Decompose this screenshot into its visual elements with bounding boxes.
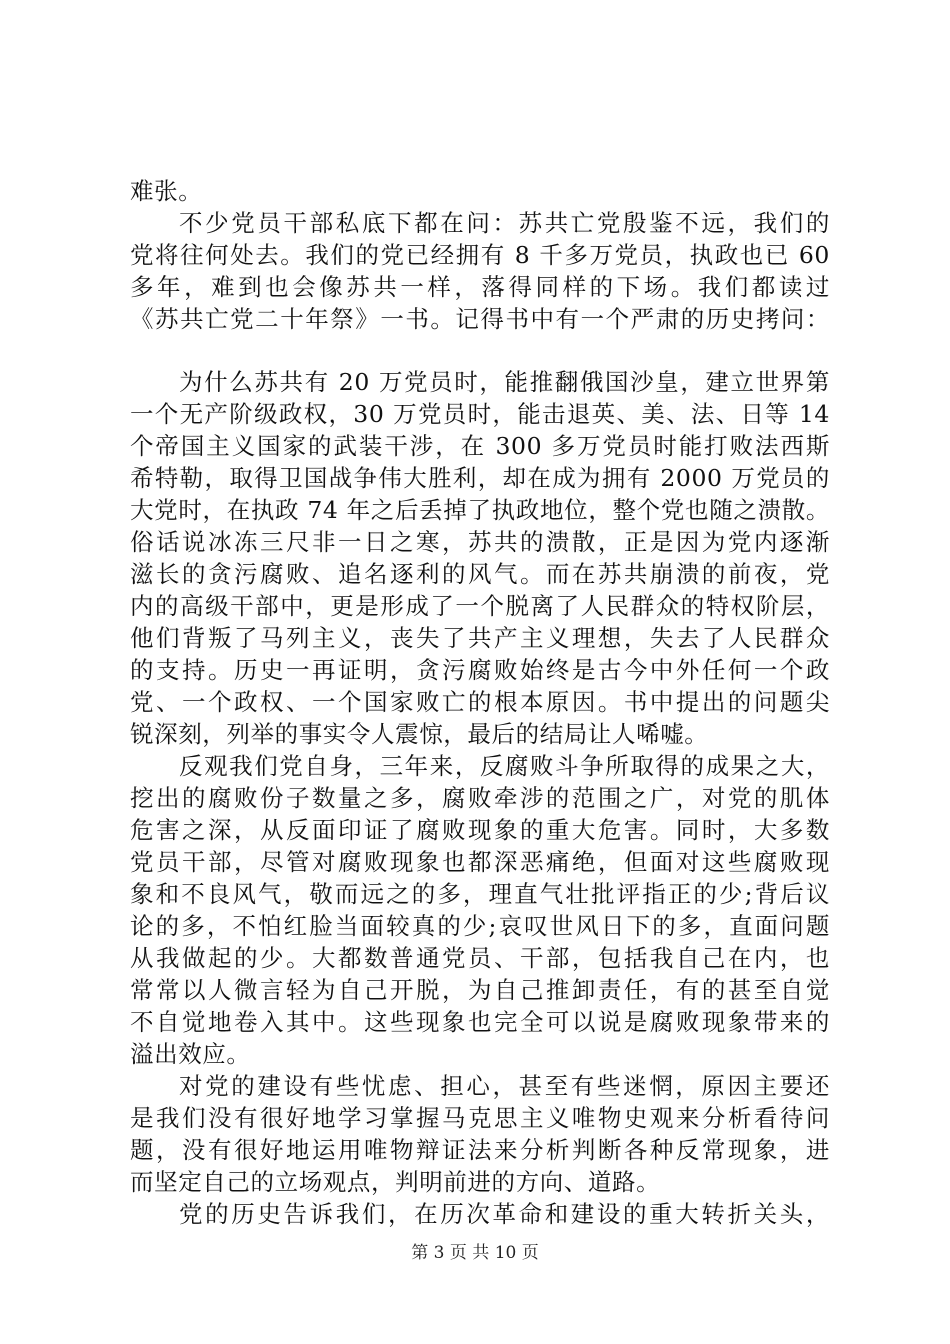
text-line: 希特勒，取得卫国战争伟大胜利，却在成为拥有 2000 万党员的 (130, 464, 830, 492)
text-line: 《苏共亡党二十年祭》一书。记得书中有一个严肃的历史拷问： (130, 305, 830, 333)
text-line: 象和不良风气，敬而远之的多，理直气壮批评指正的少;背后议 (130, 880, 830, 908)
paragraph-start-line: 为什么苏共有 20 万党员时，能推翻俄国沙皇，建立世界第 (179, 368, 830, 396)
text-line: 论的多，不怕红脸当面较真的少;哀叹世风日下的多，直面问题 (130, 912, 830, 940)
text-line: 而坚定自己的立场观点，判明前进的方向、道路。 (130, 1168, 661, 1196)
text-line: 难张。 (130, 177, 203, 205)
text-line: 的支持。历史一再证明，贪污腐败始终是古今中外任何一个政 (130, 656, 830, 684)
text-line: 挖出的腐败份子数量之多，腐败牵涉的范围之广，对党的肌体 (130, 784, 830, 812)
text-line: 内的高级干部中，更是形成了一个脱离了人民群众的特权阶层， (130, 592, 830, 620)
text-line: 党员干部，尽管对腐败现象也都深恶痛绝，但面对这些腐败现 (130, 848, 830, 876)
paragraph-start-line: 反观我们党自身，三年来，反腐败斗争所取得的成果之大， (179, 752, 830, 780)
text-line: 不自觉地卷入其中。这些现象也完全可以说是腐败现象带来的 (130, 1008, 830, 1036)
text-line: 滋长的贪污腐败、追名逐利的风气。而在苏共崩溃的前夜，党 (130, 560, 830, 588)
text-line: 党将往何处去。我们的党已经拥有 8 千多万党员，执政也已 60 (130, 241, 830, 269)
page-number-footer: 第 3 页 共 10 页 (411, 1243, 539, 1263)
paragraph-start-line: 对党的建设有些忧虑、担心，甚至有些迷惘，原因主要还 (179, 1072, 830, 1100)
text-line: 个帝国主义国家的武装干涉，在 300 多万党员时能打败法西斯 (130, 432, 830, 460)
text-line: 锐深刻，列举的事实令人震惊，最后的结局让人唏嘘。 (130, 720, 709, 748)
paragraph-start-line: 党的历史告诉我们，在历次革命和建设的重大转折关头， (179, 1200, 830, 1228)
text-line: 党、一个政权、一个国家败亡的根本原因。书中提出的问题尖 (130, 688, 830, 716)
text-line: 大党时，在执政 74 年之后丢掉了执政地位，整个党也随之溃散。 (130, 496, 830, 524)
text-line: 多年，难到也会像苏共一样，落得同样的下场。我们都读过 (130, 273, 830, 301)
text-line: 从我做起的少。大都数普通党员、干部，包括我自己在内，也 (130, 944, 830, 972)
text-line: 是我们没有很好地学习掌握马克思主义唯物史观来分析看待问 (130, 1104, 830, 1132)
text-line: 俗话说冰冻三尺非一日之寒，苏共的溃散，正是因为党内逐渐 (130, 528, 830, 556)
text-line: 溢出效应。 (130, 1040, 251, 1068)
text-line: 危害之深，从反面印证了腐败现象的重大危害。同时，大多数 (130, 816, 830, 844)
text-line: 一个无产阶级政权，30 万党员时，能击退英、美、法、日等 14 (130, 400, 830, 428)
text-line: 他们背叛了马列主义，丧失了共产主义理想，失去了人民群众 (130, 624, 830, 652)
text-line: 常常以人微言轻为自己开脱，为自己推卸责任，有的甚至自觉 (130, 976, 830, 1004)
text-line: 题，没有很好地运用唯物辩证法来分析判断各种反常现象，进 (130, 1136, 830, 1164)
paragraph-start-line: 不少党员干部私底下都在问：苏共亡党殷鉴不远，我们的 (179, 209, 830, 237)
